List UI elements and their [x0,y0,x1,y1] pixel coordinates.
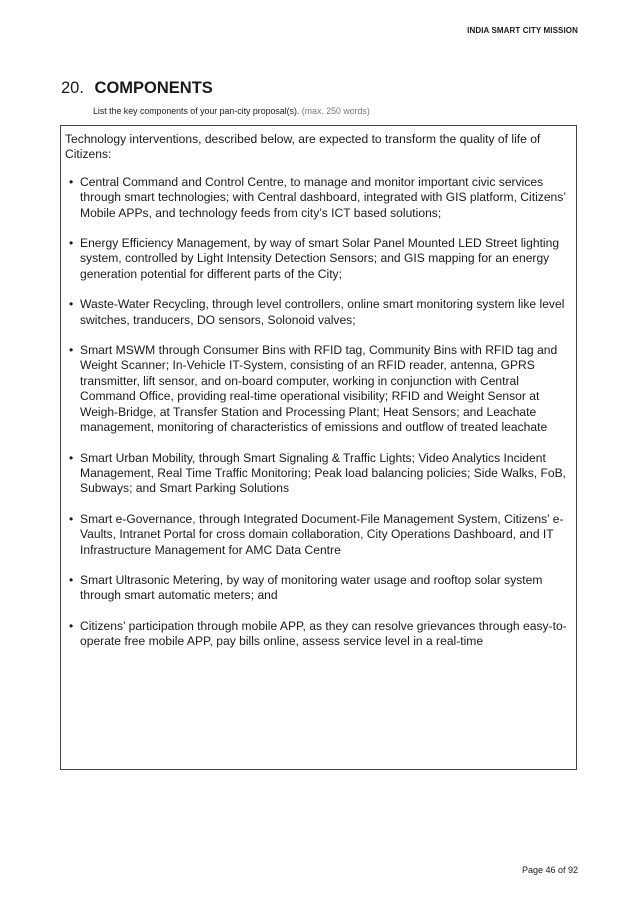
section-number: 20. [61,79,84,97]
list-item-text: Energy Efficiency Management, by way of smart Solar Panel Mounted LED Street lighting system, controlled by Light Intensity Detection Sensors; and GIS mapping for an energy generation potential for different parts of the City; [80,236,560,281]
section-heading [61,78,213,98]
list-item [65,236,572,282]
list-item-text: Waste-Water Recycling, through level controllers, online smart monitoring system like level switches, tranducers, DO sensors, Solonoid valves; [80,297,565,327]
list-item [65,512,572,558]
list-item [65,573,572,604]
running-header: INDIA SMART CITY MISSION [467,26,578,35]
bullet-icon: • [69,343,74,358]
list-item-text: Citizens’ participation through mobile APP, as they can resolve grievances through easy-to-operate free mobile APP, pay bills online, assess service level in a real-time [80,618,567,649]
bullet-icon: • [69,297,74,312]
instruction-text: List the key components of your pan-city proposal(s). [93,106,300,116]
list-item-text: Smart e-Governance, through Integrated Document-File Management System, Citizens’ e-Vaults, Intranet Portal for cross domain collaboration, City Operations Dashboard, and IT Infrastructure Management for AMC Data Centre [80,511,564,557]
bullet-icon: • [69,572,74,587]
components-list [65,175,572,650]
section-title: COMPONENTS [94,79,213,97]
bullet-icon: • [69,174,74,189]
bullet-icon: • [69,236,74,251]
list-item-text: Smart MSWM through Consumer Bins with RFID tag, Community Bins with RFID tag and Weight Scanner; In-Vehicle IT-System, consisting of an RFID reader, antenna, GPRS transmitter, lift sensor, and on-board computer, working in conjunction with Central Command Office, providing real-time operational visibility; RFID and Weight Sensor at Weigh-Bridge, at Transfer Station and Processing Plant; Heat Sensors; and Leachate management, monitoring of characteristics of emissions and outflow of treated leachate [80,343,558,435]
content-box [60,125,577,770]
intro-paragraph: Technology interventions, described below, are expected to transform the quality of life of Citizens: [65,132,541,162]
list-item-text: Smart Urban Mobility, through Smart Signaling & Traffic Lights; Video Analytics Incident Management, Real Time Traffic Monitoring; Peak load balancing policies; Side Walks, FoB, Subways; and Smart Parking Solutions [80,450,566,496]
bullet-icon: • [69,450,74,465]
list-item [65,297,572,328]
list-item-text: Smart Ultrasonic Metering, by way of monitoring water usage and rooftop solar system through smart automatic meters; and [80,572,543,603]
list-item [65,451,572,497]
list-item [65,175,572,221]
list-item [65,619,572,650]
section-instruction [93,106,370,116]
list-item-text: Central Command and Control Centre, to manage and monitor important civic services through smart technologies; with Central dashboard, integrated with GIS platform, Citizens’ Mobile APPs, and technology feeds from city’s ICT based solutions; [80,174,566,220]
list-item [65,343,572,435]
word-limit: (max. 250 words) [301,106,370,116]
bullet-icon: • [69,511,74,526]
page-number: Page 46 of 92 [521,865,578,875]
bullet-icon: • [69,618,74,633]
